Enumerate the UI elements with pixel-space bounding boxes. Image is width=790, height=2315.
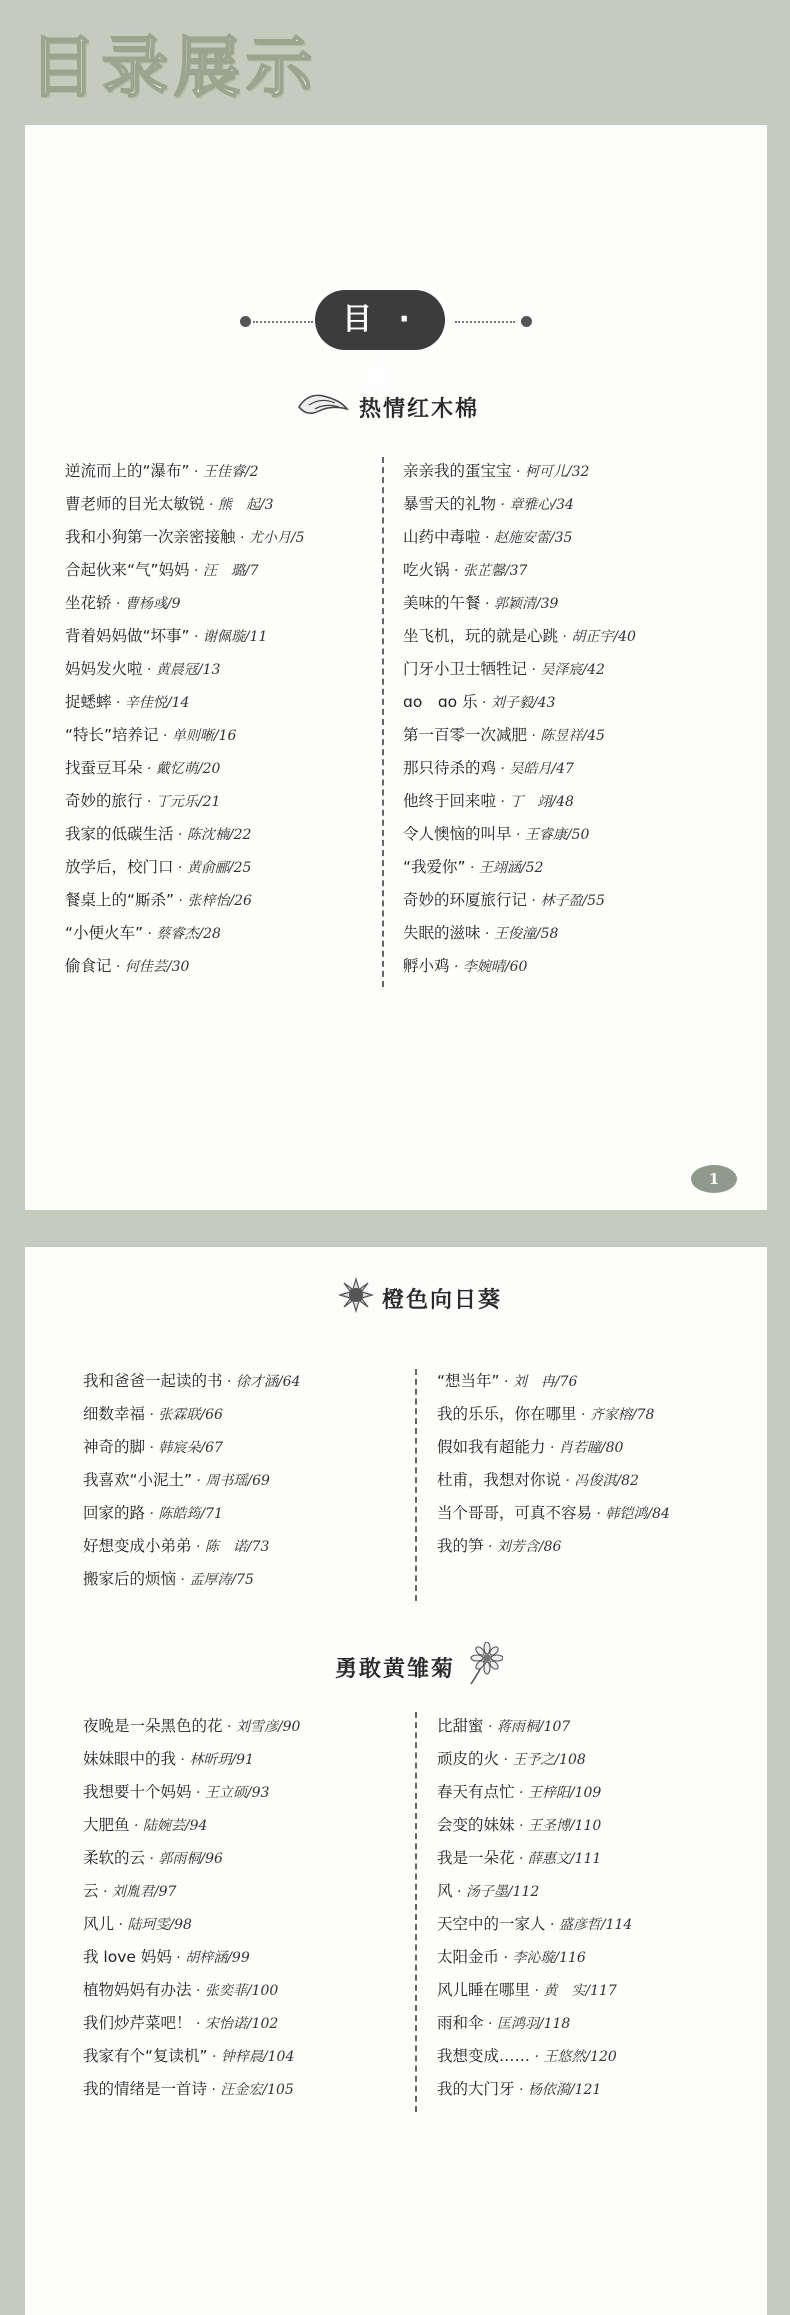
entry-author-page: · 胡梓涵/99 <box>171 1950 250 1966</box>
entry-title: 我喜欢“小泥土” <box>83 1471 193 1489</box>
toc-header <box>25 290 767 397</box>
entry-author-page: · 冯俊淇/82 <box>561 1473 639 1489</box>
entry-author-page: · 陆珂雯/98 <box>114 1917 192 1933</box>
entry-author-page: · 汪 璐/7 <box>189 563 259 579</box>
toc-entry <box>437 2007 632 2040</box>
toc-column-right <box>403 455 636 983</box>
toc-entry <box>65 917 305 950</box>
entry-author-page: · 章雅心/34 <box>496 497 574 513</box>
toc-entry <box>83 1563 300 1596</box>
toc-entry <box>437 1743 632 1776</box>
toc-entry <box>83 1497 300 1530</box>
banner-title: 目录展示 <box>30 29 318 106</box>
entry-author-page: · 匡鸿羽/118 <box>483 2016 571 2032</box>
toc-entry <box>83 1842 300 1875</box>
entry-author-page: · 王悠然/120 <box>530 2049 617 2065</box>
entry-title: “想当年” <box>437 1372 500 1390</box>
toc-entry <box>437 2040 632 2073</box>
entry-author-page: · 林昕玥/91 <box>176 1752 254 1768</box>
entry-title: “我爱你” <box>403 858 466 876</box>
entry-author-page: · 陈沈楠/22 <box>173 827 252 843</box>
entry-author-page: · 张奕菲/100 <box>191 1983 279 1999</box>
entry-author-page: · 汪金宏/105 <box>207 2082 294 2098</box>
entry-title: 风儿 <box>83 1915 115 1933</box>
entry-author-page: · 宋怡诺/102 <box>191 2016 279 2032</box>
toc-entry <box>403 950 636 983</box>
toc-entry <box>83 2040 300 2073</box>
entry-author-page: · 胡正宇/40 <box>558 629 636 645</box>
toc-entry <box>83 1710 300 1743</box>
entry-title: ɑo ɑo 乐 <box>403 693 478 711</box>
toc-entry <box>437 1908 632 1941</box>
entry-author-page: · 张芷馨/37 <box>449 563 528 579</box>
entry-title: 失眠的滋味 <box>403 924 481 942</box>
toc-entry <box>437 1875 632 1908</box>
entry-title: 春天有点忙 <box>437 1783 515 1801</box>
toc-entry <box>403 785 636 818</box>
toc-entry <box>83 1431 300 1464</box>
entry-author-page: · 王俊潼/58 <box>480 926 559 942</box>
entry-author-page: · 王梓阳/109 <box>514 1785 602 1801</box>
entry-author-page: · 韩宸朵/67 <box>145 1440 223 1456</box>
section-title-1 <box>287 387 479 427</box>
entry-author-page: · 刘胤君/97 <box>98 1884 177 1900</box>
entry-title: 太阳金币 <box>437 1948 500 1966</box>
entry-author-page: · 何佳芸/30 <box>111 959 190 975</box>
toc-entry <box>83 2007 300 2040</box>
entry-title: 背着妈妈做“坏事” <box>65 627 190 645</box>
toc-entry <box>65 752 305 785</box>
toc-entry <box>65 719 305 752</box>
sunflower-icon <box>338 1277 374 1319</box>
entry-title: 比甜蜜 <box>437 1717 484 1735</box>
entry-title: 神奇的脚 <box>83 1438 146 1456</box>
toc-entry <box>403 884 636 917</box>
section-title-text: 勇敢黄雏菊 <box>335 1656 456 1682</box>
entry-author-page: · 钟梓晨/104 <box>207 2049 295 2065</box>
entry-title: 我想要十个妈妈 <box>83 1783 192 1801</box>
dotted-line-right <box>455 321 515 323</box>
toc-entry <box>83 1365 300 1398</box>
entry-title: 放学后，校门口 <box>65 858 174 876</box>
entry-author-page: · 孟厚涛/75 <box>176 1572 254 1588</box>
entry-author-page: · 王立硕/93 <box>191 1785 270 1801</box>
entry-author-page: · 薛惠文/111 <box>514 1851 602 1867</box>
entry-author-page: · 王翊涵/52 <box>465 860 544 876</box>
toc-entry <box>437 1842 632 1875</box>
entry-author-page: · 陈 诺/73 <box>191 1539 270 1555</box>
entry-title: 吃火锅 <box>403 561 450 579</box>
toc-entry <box>403 488 636 521</box>
entry-title: 孵小鸡 <box>403 957 450 975</box>
toc-entry <box>437 1776 632 1809</box>
entry-author-page: · 刘子毅/43 <box>477 695 556 711</box>
entry-title: 我的笋 <box>437 1537 484 1555</box>
entry-author-page: · 蔡睿杰/28 <box>143 926 221 942</box>
entry-title: 天空中的一家人 <box>437 1915 546 1933</box>
entry-author-page: · 丁 翊/48 <box>496 794 574 810</box>
toc-entry <box>437 1809 632 1842</box>
entry-author-page: · 蒋雨桐/107 <box>483 1719 571 1735</box>
toc-entry <box>65 686 305 719</box>
toc-column-left <box>65 455 305 983</box>
entry-title: 坐花轿 <box>65 594 112 612</box>
entry-title: 逆流而上的“瀑布” <box>65 462 190 480</box>
toc-entry <box>83 1974 300 2007</box>
dot-left-icon <box>240 316 251 327</box>
entry-title: 曹老师的目光太敏锐 <box>65 495 205 513</box>
toc-page-2 <box>25 1247 767 2315</box>
entry-title: 植物妈妈有办法 <box>83 1981 192 1999</box>
toc-entry <box>65 653 305 686</box>
entry-title: 风 <box>437 1882 453 1900</box>
entry-author-page: · 陈皓筠/71 <box>145 1506 223 1522</box>
toc-entry <box>437 1530 670 1563</box>
entry-author-page: · 刘芳含/86 <box>483 1539 562 1555</box>
entry-title: 夜晚是一朵黑色的花 <box>83 1717 223 1735</box>
toc-entry <box>403 686 636 719</box>
entry-title: 山药中毒啦 <box>403 528 481 546</box>
toc-entry <box>437 1431 670 1464</box>
toc-entry <box>65 818 305 851</box>
entry-author-page: · 黄俞郦/25 <box>173 860 252 876</box>
toc-entry <box>65 884 305 917</box>
entry-title: “特长”培养记 <box>65 726 159 744</box>
entry-title: 我们炒芹菜吧！ <box>83 2014 192 2032</box>
entry-title: 我家的低碳生活 <box>65 825 174 843</box>
entry-author-page: · 熊 起/3 <box>204 497 274 513</box>
column-divider <box>415 1712 417 2112</box>
toc-entry <box>83 1464 300 1497</box>
kapok-flower-icon <box>295 387 351 427</box>
entry-title: 暴雪天的礼物 <box>403 495 497 513</box>
entry-title: 那只待杀的鸡 <box>403 759 497 777</box>
entry-author-page: · 吴皓月/47 <box>496 761 574 777</box>
toc-entry <box>437 1974 632 2007</box>
entry-author-page: · 黄 实/117 <box>530 1983 617 1999</box>
entry-title: 搬家后的烦恼 <box>83 1570 177 1588</box>
toc-page-1 <box>25 125 767 1210</box>
entry-author-page: · 肖若瞳/80 <box>545 1440 624 1456</box>
section-title-3 <box>335 1642 511 1692</box>
entry-author-page: · 陈昱祥/45 <box>527 728 605 744</box>
section-title-text: 橙色向日葵 <box>382 1287 503 1313</box>
toc-entry <box>403 620 636 653</box>
toc-entry <box>403 653 636 686</box>
toc-title: 目 · 录 <box>315 290 445 350</box>
toc-entry <box>65 587 305 620</box>
toc-column-right <box>437 1710 632 2106</box>
entry-title: 奇妙的旅行 <box>65 792 143 810</box>
column-divider <box>382 457 384 987</box>
entry-title: 第一百零一次减肥 <box>403 726 528 744</box>
entry-title: 大肥鱼 <box>83 1816 130 1834</box>
entry-author-page: · 柯可儿/32 <box>511 464 590 480</box>
entry-title: 细数幸福 <box>83 1405 146 1423</box>
entry-author-page: · 尤小月/5 <box>235 530 305 546</box>
entry-title: 我的大门牙 <box>437 2080 515 2098</box>
toc-entry <box>83 2073 300 2106</box>
entry-title: 我的情绪是一首诗 <box>83 2080 208 2098</box>
entry-author-page: · 张梓怡/26 <box>174 893 252 909</box>
entry-title: 妹妹眼中的我 <box>83 1750 177 1768</box>
entry-title: 亲亲我的蛋宝宝 <box>403 462 512 480</box>
entry-title: 顽皮的火 <box>437 1750 500 1768</box>
entry-author-page: · 吴泽宸/42 <box>527 662 605 678</box>
toc-entry <box>403 851 636 884</box>
toc-entry <box>65 950 305 983</box>
toc-entry <box>403 752 636 785</box>
entry-author-page: · 盛彦哲/114 <box>545 1917 633 1933</box>
entry-title: 我的乐乐，你在哪里 <box>437 1405 577 1423</box>
toc-entry <box>65 554 305 587</box>
entry-author-page: · 陆婉芸/94 <box>129 1818 208 1834</box>
toc-entry <box>403 521 636 554</box>
entry-title: “小便火车” <box>65 924 144 942</box>
entry-author-page: · 韩铠鸿/84 <box>592 1506 670 1522</box>
toc-entry <box>83 1809 300 1842</box>
entry-author-page: · 林子盈/55 <box>527 893 605 909</box>
entry-author-page: · 王予之/108 <box>499 1752 586 1768</box>
toc-entry <box>83 1398 300 1431</box>
entry-author-page: · 赵施安蕾/35 <box>480 530 573 546</box>
toc-entry <box>403 917 636 950</box>
toc-column-right <box>437 1365 670 1563</box>
toc-entry <box>65 785 305 818</box>
entry-title: 奇妙的环厦旅行记 <box>403 891 528 909</box>
toc-column-left <box>83 1365 300 1596</box>
entry-title: 我和小狗第一次亲密接触 <box>65 528 236 546</box>
entry-author-page: · 杨依漪/121 <box>514 2082 602 2098</box>
entry-author-page: · 王圣博/110 <box>514 1818 602 1834</box>
entry-title: 偷食记 <box>65 957 112 975</box>
entry-author-page: · 周书瑶/69 <box>192 1473 270 1489</box>
entry-title: 会变的妹妹 <box>437 1816 515 1834</box>
entry-title: 妈妈发火啦 <box>65 660 143 678</box>
toc-entry <box>403 554 636 587</box>
toc-entry <box>437 1365 670 1398</box>
toc-entry <box>437 1464 670 1497</box>
entry-author-page: · 黄晨冦/13 <box>142 662 221 678</box>
entry-title: 云 <box>83 1882 99 1900</box>
entry-author-page: · 王佳睿/2 <box>189 464 259 480</box>
toc-entry <box>83 1530 300 1563</box>
toc-entry <box>83 1743 300 1776</box>
entry-author-page: · 郭雨桐/96 <box>145 1851 223 1867</box>
toc-entry <box>83 1776 300 1809</box>
toc-entry <box>437 1710 632 1743</box>
toc-entry <box>437 2073 632 2106</box>
column-divider <box>415 1369 417 1601</box>
entry-author-page: · 戴忆萌/20 <box>142 761 221 777</box>
entry-title: 美味的午餐 <box>403 594 481 612</box>
entry-title: 坐飞机，玩的就是心跳 <box>403 627 559 645</box>
toc-entry <box>437 1398 670 1431</box>
daisy-icon <box>463 1642 503 1692</box>
entry-author-page: · 单则晰/16 <box>158 728 237 744</box>
entry-author-page: · 汤子墨/112 <box>452 1884 540 1900</box>
entry-title: 他终于回来啦 <box>403 792 497 810</box>
toc-entry <box>83 1941 300 1974</box>
entry-author-page: · 张霖联/66 <box>145 1407 223 1423</box>
entry-title: 门牙小卫士牺牲记 <box>403 660 528 678</box>
entry-author-page: · 谢佩璇/11 <box>189 629 268 645</box>
toc-entry <box>403 587 636 620</box>
entry-author-page: · 李沁璇/116 <box>499 1950 586 1966</box>
entry-author-page: · 曹杨彧/9 <box>111 596 181 612</box>
entry-title: 我家有个“复读机” <box>83 2047 208 2065</box>
toc-entry <box>65 620 305 653</box>
entry-title: 餐桌上的“厮杀” <box>65 891 175 909</box>
entry-author-page: · 刘雪彦/90 <box>222 1719 301 1735</box>
entry-title: 合起伙来“气”妈妈 <box>65 561 190 579</box>
entry-author-page: · 刘 冉/76 <box>499 1374 578 1390</box>
entry-title: 我和爸爸一起读的书 <box>83 1372 223 1390</box>
toc-entry <box>83 1875 300 1908</box>
entry-author-page: · 齐家榕/78 <box>576 1407 655 1423</box>
entry-title: 我想变成…… <box>437 2047 531 2065</box>
entry-title: 风儿睡在哪里 <box>437 1981 531 1999</box>
dotted-line-left <box>253 321 313 323</box>
entry-author-page: · 辛佳悦/14 <box>111 695 190 711</box>
toc-entry <box>437 1941 632 1974</box>
entry-title: 回家的路 <box>83 1504 146 1522</box>
entry-title: 雨和伞 <box>437 2014 484 2032</box>
entry-title: 当个哥哥，可真不容易 <box>437 1504 593 1522</box>
entry-title: 找蚕豆耳朵 <box>65 759 143 777</box>
toc-entry <box>65 455 305 488</box>
entry-title: 令人懊恼的叫早 <box>403 825 512 843</box>
section-title-text: 热情红木棉 <box>359 396 480 422</box>
entry-title: 杜甫，我想对你说 <box>437 1471 562 1489</box>
entry-author-page: · 丁元乐/21 <box>142 794 221 810</box>
toc-entry <box>65 488 305 521</box>
entry-title: 捉蟋蟀 <box>65 693 112 711</box>
toc-column-left <box>83 1710 300 2106</box>
entry-title: 我 love 妈妈 <box>83 1948 172 1966</box>
toc-entry <box>403 455 636 488</box>
toc-entry <box>65 521 305 554</box>
toc-entry <box>65 851 305 884</box>
entry-author-page: · 王睿康/50 <box>511 827 590 843</box>
page-number: 1 <box>691 1165 737 1193</box>
toc-entry <box>83 1908 300 1941</box>
entry-title: 好想变成小弟弟 <box>83 1537 192 1555</box>
entry-author-page: · 徐才涵/64 <box>222 1374 301 1390</box>
entry-author-page: · 郭颖清/39 <box>480 596 559 612</box>
toc-entry <box>437 1497 670 1530</box>
entry-title: 柔软的云 <box>83 1849 146 1867</box>
dot-right-icon <box>521 316 532 327</box>
entry-title: 我是一朵花 <box>437 1849 515 1867</box>
toc-entry <box>403 719 636 752</box>
toc-entry <box>403 818 636 851</box>
entry-title: 假如我有超能力 <box>437 1438 546 1456</box>
entry-author-page: · 李婉晴/60 <box>449 959 528 975</box>
section-title-2 <box>330 1277 502 1319</box>
